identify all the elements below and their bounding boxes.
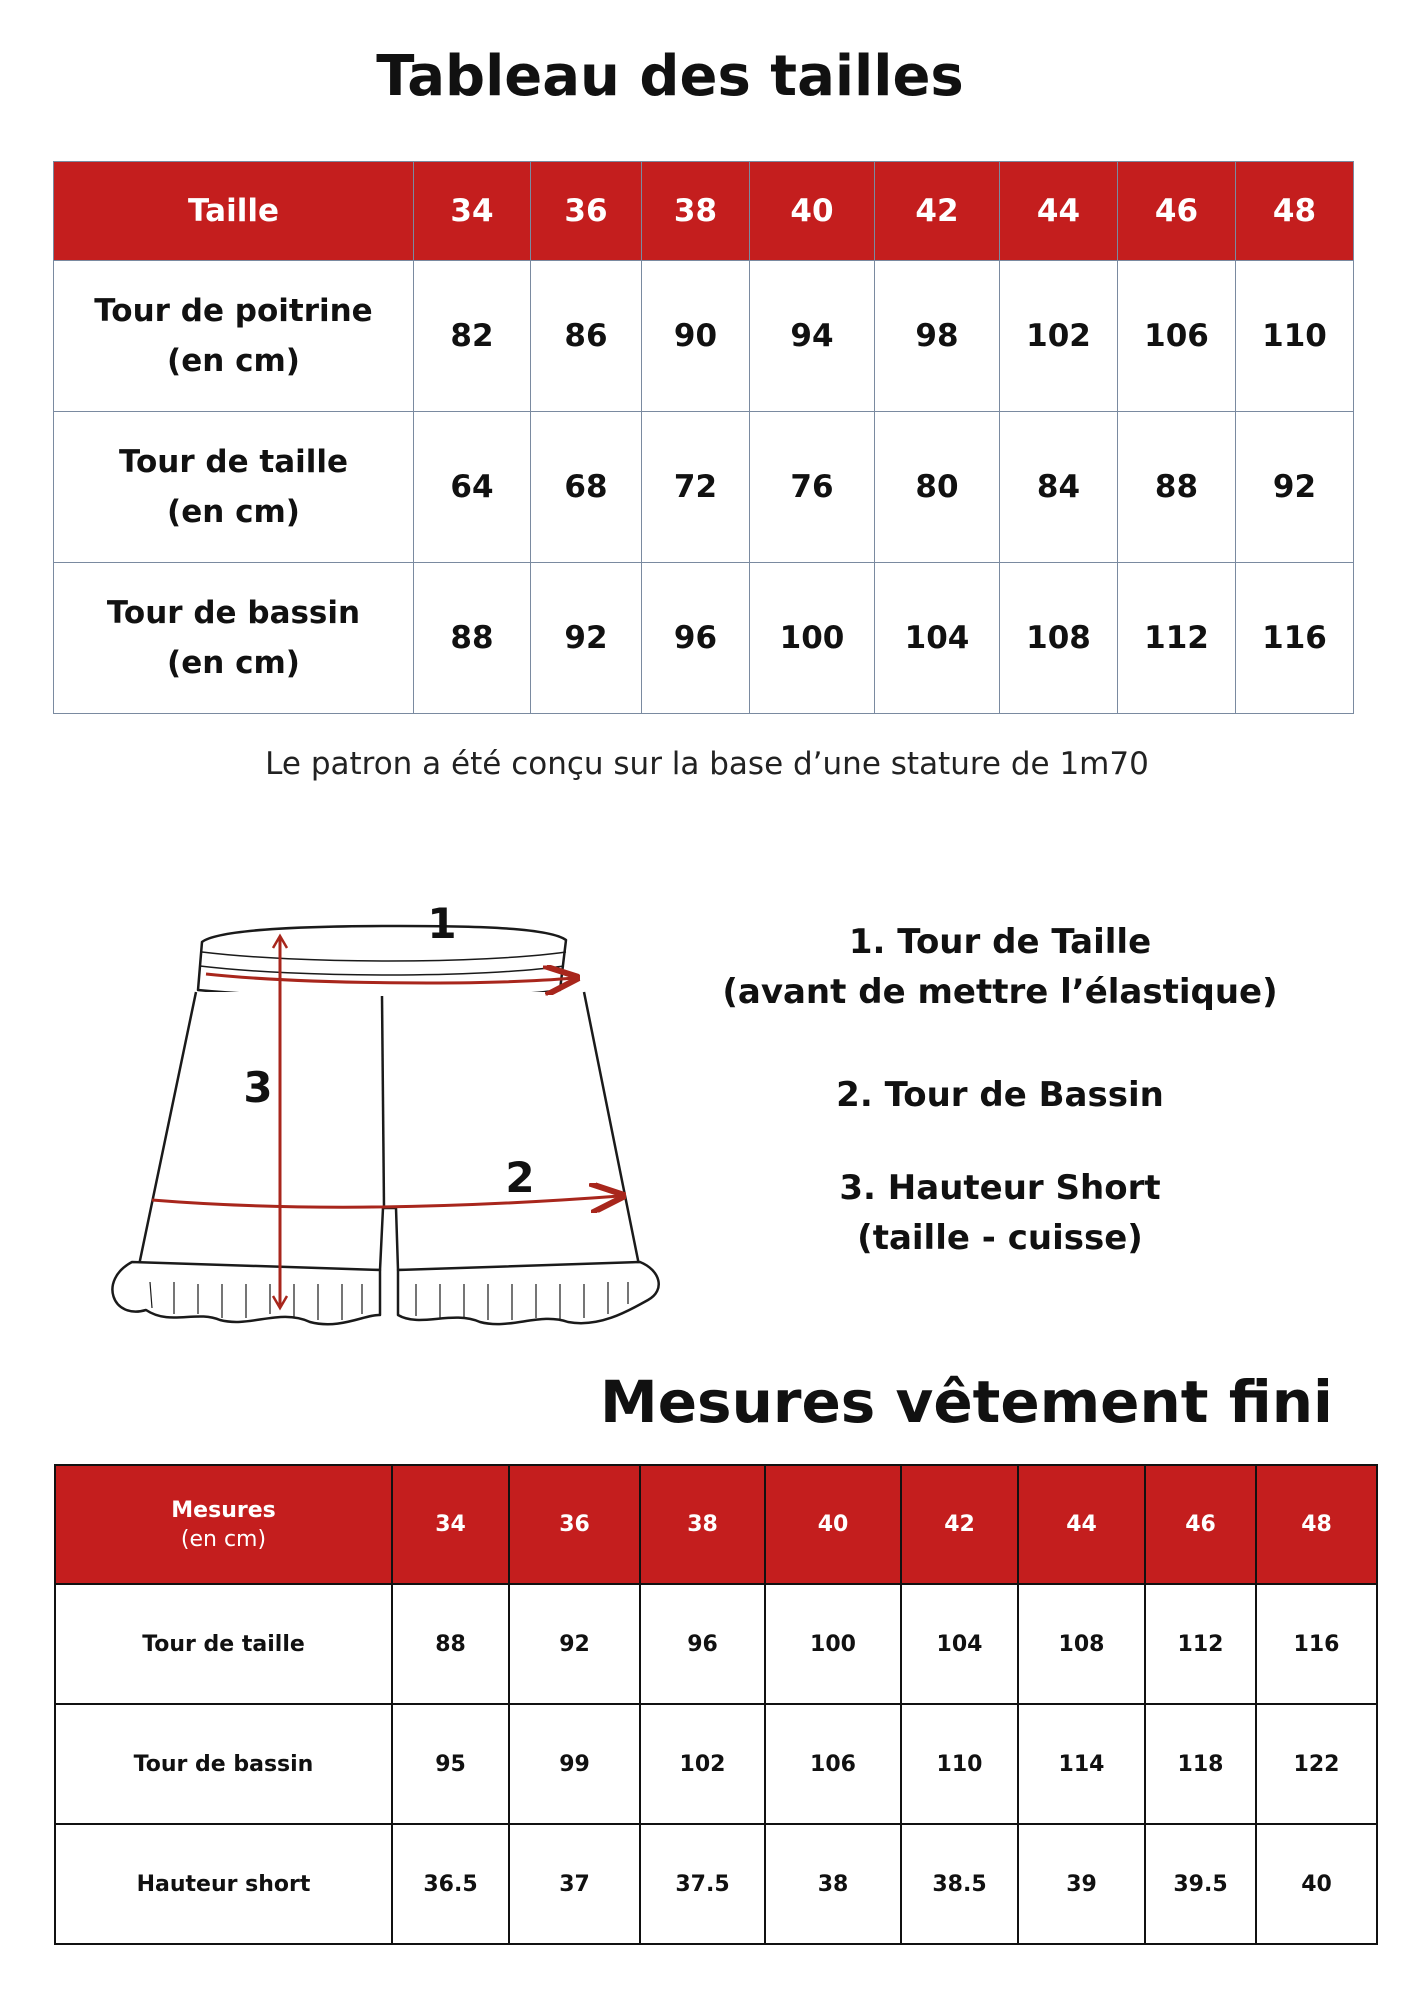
header-label: Mesures	[171, 1497, 276, 1523]
table-cell: 38.5	[901, 1824, 1018, 1944]
size-header-cell: 44	[1000, 162, 1118, 261]
size-header-cell: 44	[1018, 1465, 1145, 1584]
table-cell: 76	[750, 412, 875, 563]
table-cell: 39.5	[1145, 1824, 1256, 1944]
table-row	[54, 412, 1354, 563]
row-unit: (en cm)	[167, 494, 300, 530]
size-header-cell: 46	[1118, 162, 1236, 261]
table-cell: 116	[1256, 1584, 1377, 1704]
size-header-cell: 42	[875, 162, 1000, 261]
table-row	[55, 1584, 1377, 1704]
table-cell: 38	[765, 1824, 901, 1944]
table-cell: 64	[414, 412, 531, 563]
table-cell: 88	[1118, 412, 1236, 563]
row-label: Tour de bassin	[55, 1704, 392, 1824]
table-cell: 110	[1236, 261, 1354, 412]
table-cell: 98	[875, 261, 1000, 412]
table-cell: 99	[509, 1704, 640, 1824]
table-cell: 92	[531, 563, 642, 714]
table-cell: 37.5	[640, 1824, 765, 1944]
table-cell: 80	[875, 412, 1000, 563]
table-cell: 106	[765, 1704, 901, 1824]
table-cell: 68	[531, 412, 642, 563]
table-cell: 95	[392, 1704, 509, 1824]
table-cell: 72	[642, 412, 750, 563]
size-header-cell: 48	[1236, 162, 1354, 261]
table-row	[55, 1824, 1377, 1944]
legend-item-1: 1. Tour de Taille	[848, 922, 1152, 962]
table-cell: 96	[642, 563, 750, 714]
row-label: Tour de poitrine	[94, 293, 373, 329]
size-header-cell: 34	[414, 162, 531, 261]
table-cell: 110	[901, 1704, 1018, 1824]
table-cell: 118	[1145, 1704, 1256, 1824]
finished-chart-title: Mesures vêtement fini	[600, 1368, 1333, 1436]
size-header-cell: 48	[1256, 1465, 1377, 1584]
legend-item-2: 2. Tour de Bassin	[836, 1075, 1164, 1115]
table-cell: 92	[509, 1584, 640, 1704]
legend-item-1-note: (avant de mettre l’élastique)	[722, 972, 1278, 1012]
table-cell: 96	[640, 1584, 765, 1704]
size-header-cell: 36	[509, 1465, 640, 1584]
row-label: Tour de taille	[118, 444, 349, 480]
table-cell: 104	[901, 1584, 1018, 1704]
size-header-cell: 34	[392, 1465, 509, 1584]
table-cell: 84	[1000, 412, 1118, 563]
table-cell: 88	[392, 1584, 509, 1704]
legend-item-3: 3. Hauteur Short	[839, 1168, 1161, 1208]
marker-3: 3	[243, 1063, 273, 1112]
marker-2: 2	[505, 1153, 535, 1202]
table-cell: 112	[1118, 563, 1236, 714]
table-cell: 88	[414, 563, 531, 714]
table-cell: 92	[1236, 412, 1354, 563]
table-row	[54, 261, 1354, 412]
table-cell: 82	[414, 261, 531, 412]
size-header-cell: 36	[531, 162, 642, 261]
header-unit: (en cm)	[180, 1526, 267, 1552]
finished-header-row	[55, 1465, 1377, 1584]
stature-note: Le patron a été conçu sur la base d’une stature de 1m70	[265, 746, 1149, 782]
table-cell: 100	[750, 563, 875, 714]
size-header-cell: 42	[901, 1465, 1018, 1584]
table-cell: 104	[875, 563, 1000, 714]
size-chart-table	[53, 161, 1354, 714]
table-cell: 39	[1018, 1824, 1145, 1944]
size-header-cell: 40	[750, 162, 875, 261]
row-label: Tour de taille	[55, 1584, 392, 1704]
size-header-cell: 38	[640, 1465, 765, 1584]
table-row	[54, 563, 1354, 714]
table-cell: 112	[1145, 1584, 1256, 1704]
row-label: Hauteur short	[55, 1824, 392, 1944]
size-header-row	[54, 162, 1354, 261]
size-header-cell: 46	[1145, 1465, 1256, 1584]
row-label-cell	[54, 412, 414, 563]
row-label-cell	[54, 563, 414, 714]
table-cell: 94	[750, 261, 875, 412]
table-cell: 108	[1000, 563, 1118, 714]
legend-item-3-note: (taille - cuisse)	[857, 1218, 1143, 1258]
table-cell: 106	[1118, 261, 1236, 412]
size-chart-title: Tableau des tailles	[376, 44, 964, 109]
row-unit: (en cm)	[167, 343, 300, 379]
row-label-cell	[54, 261, 414, 412]
table-cell: 36.5	[392, 1824, 509, 1944]
shorts-diagram	[100, 890, 680, 1330]
finished-measurements-table	[54, 1464, 1378, 1945]
table-cell: 102	[1000, 261, 1118, 412]
size-header-cell: 38	[642, 162, 750, 261]
marker-1: 1	[427, 899, 457, 948]
row-label: Tour de bassin	[106, 595, 361, 631]
table-cell: 37	[509, 1824, 640, 1944]
shorts-outline	[112, 926, 658, 1324]
table-cell: 100	[765, 1584, 901, 1704]
row-unit: (en cm)	[167, 645, 300, 681]
table-cell: 40	[1256, 1824, 1377, 1944]
table-cell: 122	[1256, 1704, 1377, 1824]
table-cell: 114	[1018, 1704, 1145, 1824]
table-cell: 90	[642, 261, 750, 412]
size-header-cell: 40	[765, 1465, 901, 1584]
size-header-label: Taille	[54, 162, 414, 261]
table-cell: 116	[1236, 563, 1354, 714]
finished-header-label	[55, 1465, 392, 1584]
table-cell: 86	[531, 261, 642, 412]
table-row	[55, 1704, 1377, 1824]
table-cell: 108	[1018, 1584, 1145, 1704]
table-cell: 102	[640, 1704, 765, 1824]
